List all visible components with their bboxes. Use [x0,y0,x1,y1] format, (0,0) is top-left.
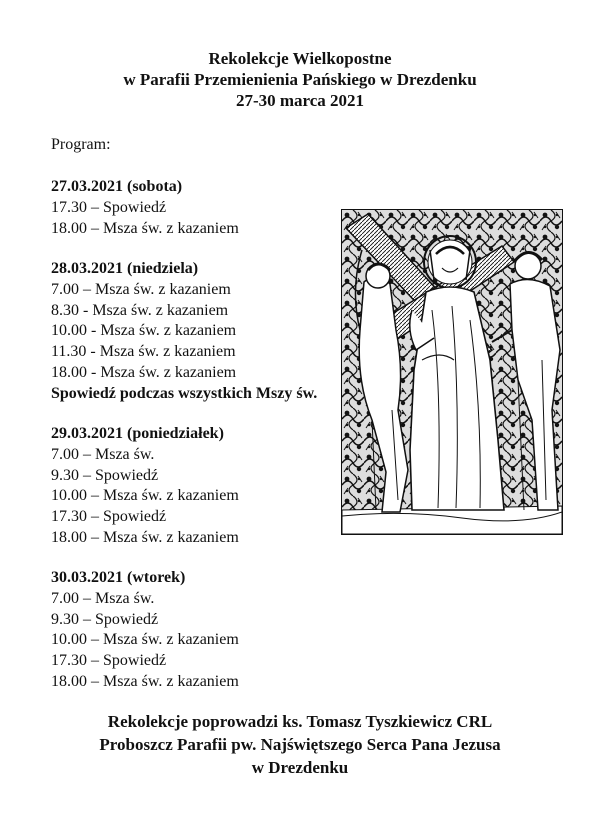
header-parish: w Parafii Przemienienia Pańskiego w Drezdenku [123,70,477,89]
schedule-item: 18.00 - Msza św. z kazaniem [51,363,237,381]
day-block-saturday [51,177,239,239]
program-label: Program: [51,136,111,153]
footer-preacher: Rekolekcje poprowadzi ks. Tomasz Tyszkiewicz CRL [107,712,493,731]
schedule-item: 8.30 - Msza św. z kazaniem [51,301,229,319]
day-block-monday [51,424,239,549]
schedule-item: 18.00 – Msza św. z kazaniem [51,672,239,690]
schedule-item: 17.30 – Spowiedź [51,652,167,670]
schedule-item: 11.30 - Msza św. z kazaniem [51,343,236,361]
schedule-item: 10.00 – Msza św. z kazaniem [51,487,239,505]
schedule-item: 17.30 – Spowiedź [51,198,167,216]
day-date: 30.03.2021 [51,569,123,586]
day-date: 27.03.2021 [51,178,123,195]
day-block-sunday [51,259,317,405]
schedule-item: 18.00 – Msza św. z kazaniem [51,528,239,546]
schedule-item: 10.00 - Msza św. z kazaniem [51,322,237,340]
confession-note: Spowiedź podczas wszystkich Mszy św. [51,384,318,402]
christ-carrying-cross-engraving [341,209,563,535]
day-heading [51,259,317,280]
footer-role: Proboszcz Parafii pw. Najświętszego Serca Pana Jezusa [99,735,501,754]
header-dates: 27-30 marca 2021 [235,91,365,110]
schedule-item: 7.00 – Msza św. [51,589,155,607]
schedule-item: 10.00 – Msza św. z kazaniem [51,631,239,649]
day-heading [51,177,239,198]
header-title: Rekolekcje Wielkopostne [208,49,392,68]
schedule-item: 9.30 – Spowiedź [51,610,159,628]
engraving-illustration [342,210,562,534]
schedule-item: 7.00 – Msza św. [51,445,155,463]
day-block-tuesday [51,568,239,693]
day-date: 28.03.2021 [51,260,123,277]
day-label: (poniedziałek) [127,425,224,442]
day-label: (niedziela) [127,260,199,277]
page-footer [0,710,600,779]
schedule-item: 17.30 – Spowiedź [51,508,167,526]
day-heading [51,424,239,445]
footer-location: w Drezdenku [251,758,349,777]
page-header [0,48,600,111]
schedule-item: 18.00 – Msza św. z kazaniem [51,219,239,237]
day-label: (wtorek) [127,569,186,586]
day-date: 29.03.2021 [51,425,123,442]
schedule-item: 7.00 – Msza św. z kazaniem [51,280,231,298]
schedule-item: 9.30 – Spowiedź [51,466,159,484]
day-label: (sobota) [127,178,183,195]
day-heading [51,568,239,589]
